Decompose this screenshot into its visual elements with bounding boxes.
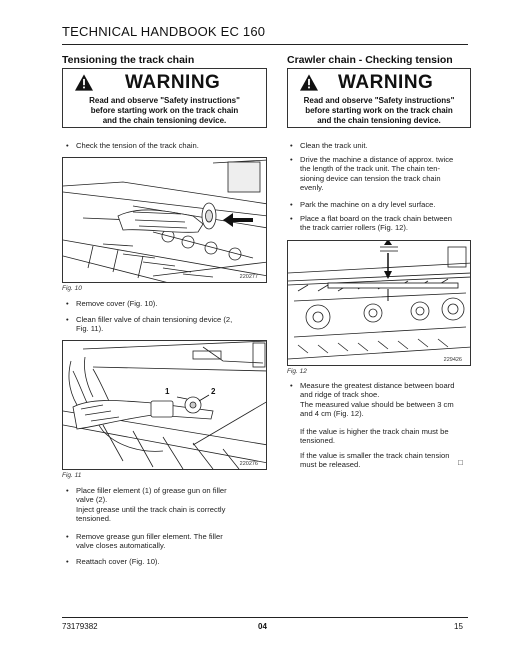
warning-word: WARNING bbox=[125, 72, 221, 93]
list-item-line: the track carrier rollers (Fig. 12). bbox=[300, 223, 409, 233]
figure-12-illustration bbox=[288, 241, 471, 366]
figure-caption: Fig. 12 bbox=[287, 368, 307, 375]
paragraph bbox=[300, 427, 470, 446]
figure-10-illustration bbox=[63, 158, 267, 283]
figure-11 bbox=[62, 340, 267, 470]
paragraph-line: If the value is smaller the track chain tension bbox=[300, 451, 450, 460]
list-item-text: Park the machine on a dry level surface. bbox=[300, 200, 436, 209]
warning-line: Read and observe "Safety instructions" bbox=[89, 96, 240, 105]
bullet: • bbox=[290, 200, 293, 209]
warning-text bbox=[288, 96, 470, 126]
paragraph-line: must be released. bbox=[300, 460, 361, 470]
figure-caption: Fig. 10 bbox=[62, 285, 82, 292]
list-item-line: Drive the machine a distance of approx. twice bbox=[300, 155, 454, 164]
bullet: • bbox=[290, 381, 293, 390]
list-item bbox=[290, 214, 470, 234]
list-item-text bbox=[76, 315, 266, 334]
figure-12 bbox=[287, 240, 471, 366]
bullet: • bbox=[290, 141, 293, 150]
warning-line: before starting work on the track chain bbox=[90, 106, 239, 115]
list-item bbox=[66, 315, 266, 335]
left-warning-box bbox=[62, 68, 267, 128]
list-item-line: Clean filler valve of chain tensioning device (2, bbox=[76, 315, 233, 324]
list-item-line: Remove grease gun filler element. The filler bbox=[76, 532, 223, 541]
list-item-line: the length of the track unit. The chain ten- bbox=[300, 164, 441, 174]
warning-line: and the chain tensioning device. bbox=[317, 116, 441, 125]
list-item bbox=[290, 155, 470, 195]
bullet: • bbox=[66, 532, 69, 541]
list-item-line: evenly. bbox=[300, 183, 324, 193]
section-number: 04 bbox=[258, 622, 267, 631]
page-header-title: TECHNICAL HANDBOOK EC 160 bbox=[62, 24, 266, 39]
arrow-down-icon bbox=[384, 271, 392, 279]
list-item bbox=[290, 141, 470, 151]
warning-line: before starting work on the track chain bbox=[305, 106, 453, 115]
bullet: • bbox=[66, 486, 69, 495]
warning-triangle-icon bbox=[300, 74, 318, 91]
list-item-line: sioning device can tension the track chain bbox=[300, 173, 441, 183]
flat-board bbox=[328, 283, 458, 288]
end-marker: □ bbox=[458, 458, 463, 467]
figure-10 bbox=[62, 157, 267, 283]
document-number: 73179382 bbox=[62, 622, 98, 631]
paragraph-line: If the value is higher the track chain must be bbox=[300, 427, 449, 436]
figure-11-illustration bbox=[63, 341, 267, 470]
figure-number: 220276 bbox=[239, 461, 258, 467]
list-item-text bbox=[76, 532, 266, 551]
list-item bbox=[66, 486, 266, 526]
callout-1: 1 bbox=[165, 387, 170, 396]
list-item-line: valve closes automatically. bbox=[76, 541, 166, 551]
page-number: 15 bbox=[454, 622, 463, 631]
list-item-text bbox=[300, 214, 470, 233]
list-item-text bbox=[76, 486, 266, 524]
bullet: • bbox=[290, 214, 293, 223]
list-item bbox=[290, 200, 470, 210]
right-warning-box bbox=[287, 68, 471, 128]
right-section-title: Crawler chain - Checking tension bbox=[287, 54, 453, 66]
list-item-line: Fig. 11). bbox=[76, 324, 104, 334]
warning-line: and the chain tensioning device. bbox=[102, 116, 227, 125]
list-item-text: Clean the track unit. bbox=[300, 141, 368, 150]
list-item bbox=[66, 299, 266, 309]
figure-caption: Fig. 11 bbox=[62, 472, 82, 479]
bullet: • bbox=[66, 557, 69, 566]
warning-header bbox=[63, 72, 266, 94]
paragraph bbox=[300, 451, 470, 470]
bullet: • bbox=[66, 315, 69, 324]
warning-word: WARNING bbox=[338, 72, 434, 93]
list-item-line: Inject grease until the track chain is correctly bbox=[76, 504, 226, 514]
header-rule bbox=[62, 44, 468, 45]
list-item bbox=[66, 141, 266, 151]
list-item-line: and 4 cm (Fig. 12). bbox=[300, 409, 364, 419]
list-item-text bbox=[300, 155, 470, 193]
list-item bbox=[66, 557, 266, 567]
list-item-line: Place filler element (1) of grease gun on filler bbox=[76, 486, 227, 495]
list-item-line: valve (2). bbox=[76, 495, 108, 505]
list-item-text: Remove cover (Fig. 10). bbox=[76, 299, 158, 308]
warning-header bbox=[288, 72, 470, 94]
left-section-title: Tensioning the track chain bbox=[62, 54, 195, 66]
warning-triangle-icon bbox=[75, 74, 93, 91]
figure-number: 220277 bbox=[239, 274, 258, 280]
list-item-text: Check the tension of the track chain. bbox=[76, 141, 199, 150]
list-item-line: and ridge of track shoe. bbox=[300, 390, 380, 400]
bullet: • bbox=[66, 299, 69, 308]
list-item-line: Place a flat board on the track chain between bbox=[300, 214, 452, 223]
footer-rule bbox=[62, 617, 468, 618]
callout-2: 2 bbox=[211, 387, 216, 396]
list-item-text bbox=[300, 381, 470, 419]
list-item-line: The measured value should be between 3 cm bbox=[300, 399, 454, 409]
warning-text bbox=[63, 96, 266, 126]
list-item-line: tensioned. bbox=[76, 514, 112, 524]
bullet: • bbox=[290, 155, 293, 164]
figure-number: 229426 bbox=[443, 357, 462, 363]
bullet: • bbox=[66, 141, 69, 150]
list-item bbox=[66, 532, 266, 552]
paragraph-line: tensioned. bbox=[300, 436, 336, 446]
list-item bbox=[290, 381, 470, 421]
warning-line: Read and observe "Safety instructions" bbox=[303, 96, 455, 105]
list-item-text: Reattach cover (Fig. 10). bbox=[76, 557, 160, 566]
list-item-line: Measure the greatest distance between board bbox=[300, 381, 455, 390]
